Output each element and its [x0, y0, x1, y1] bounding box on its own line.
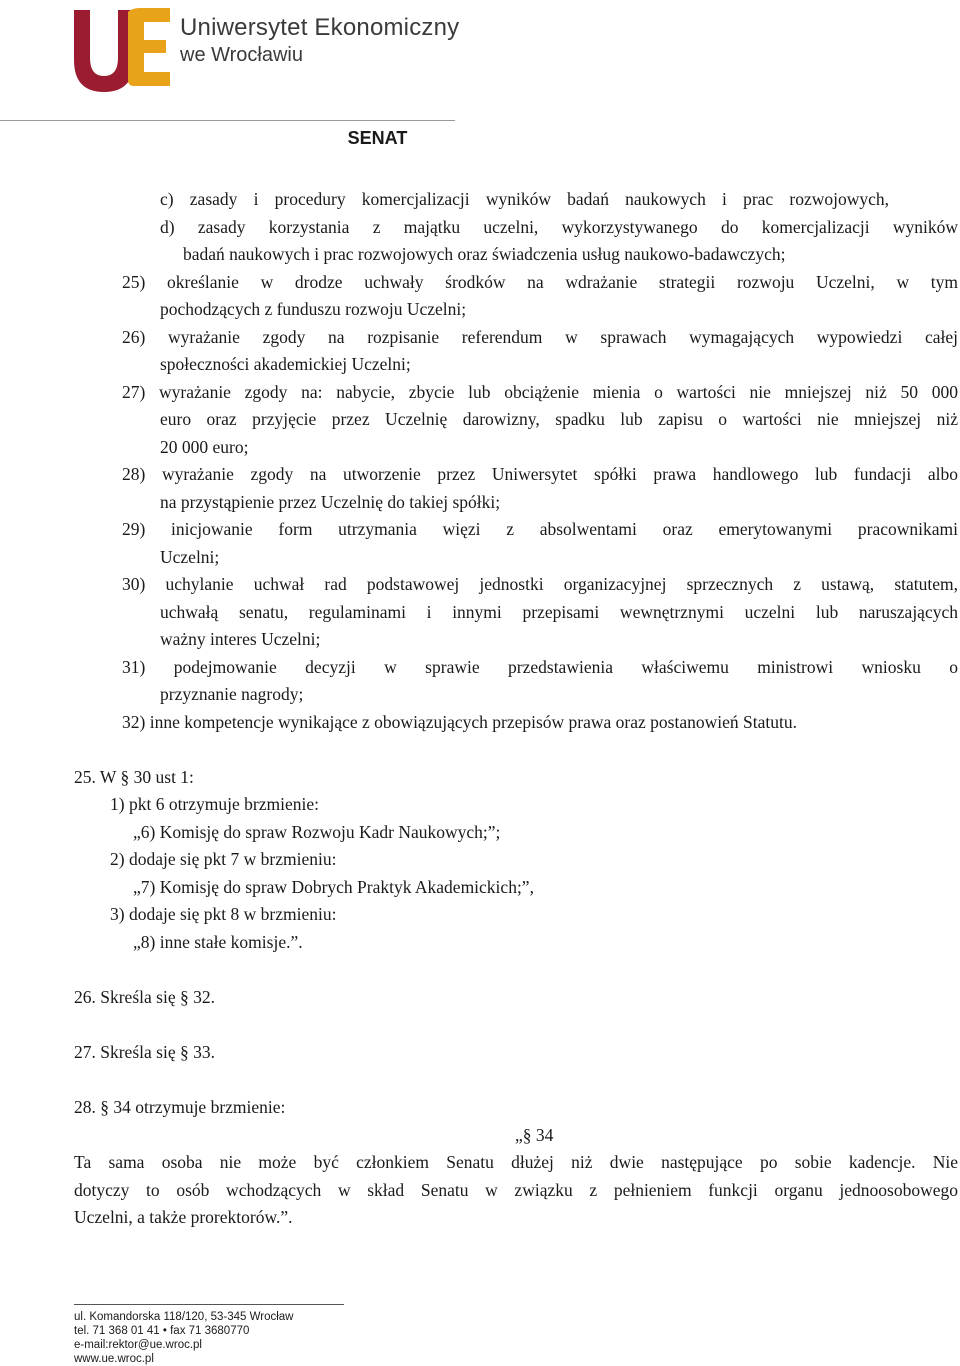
text-line: pochodzących z funduszu rozwoju Uczelni; [160, 299, 467, 319]
text-line: ważny interes Uczelni; [160, 629, 321, 649]
text-line: Ta sama osoba nie może być członkiem Senatu dłużej niż dwie następujące po sobie kadencje. Nie [74, 1152, 958, 1172]
footer-email: e-mail:rektor@ue.wroc.pl [74, 1339, 202, 1351]
text-line: badań naukowych i prac rozwojowych oraz świadczenia usług naukowo-badawczych; [183, 244, 786, 264]
footer-web: www.ue.wroc.pl [74, 1353, 154, 1365]
footer-phone: tel. 71 368 01 41 • fax 71 3680770 [74, 1325, 250, 1337]
footer-divider [74, 1304, 344, 1305]
footer-address: ul. Komandorska 118/120, 53-345 Wrocław [74, 1311, 294, 1323]
list-item-32: 32) inne kompetencje wynikające z obowiązujących przepisów prawa oraz postanowień Statutu. [122, 712, 797, 732]
text-line: c) zasady i procedury komercjalizacji wyników badań naukowych i prac rozwojowych, [160, 189, 889, 209]
text-line: społeczności akademickiej Uczelni; [160, 354, 411, 374]
list-item-31: 31) podejmowanie decyzji w sprawie przedstawienia właściwemu ministrowi wniosku o [122, 657, 958, 677]
sub-item: 1) pkt 6 otrzymuje brzmienie: [110, 794, 319, 814]
text-line: dotyczy to osób wchodzących w skład Senatu w związku z pełnieniem funkcji organu jednoosobowego [74, 1180, 958, 1200]
quoted-text: „7) Komisję do spraw Dobrych Praktyk Akademickich;”, [133, 877, 534, 897]
sub-item: 3) dodaje się pkt 8 w brzmieniu: [110, 904, 337, 924]
list-item-27: 27) wyrażanie zgody na: nabycie, zbycie lub obciążenie mienia o wartości nie mniejszej niż 50 000 [122, 382, 958, 402]
list-item-28: 28) wyrażanie zgody na utworzenie przez Uniwersytet spółki prawa handlowego lub fundacji albo [122, 464, 958, 484]
page-footer [74, 1310, 293, 1366]
amendment-25: 25. W § 30 ust 1: [74, 767, 194, 787]
text-line: uchwałą senatu, regulaminami i innymi przepisami wewnętrznymi uczelni lub naruszających [160, 602, 958, 622]
text-line: d) zasady korzystania z majątku uczelni, wykorzystywanego do komercjalizacji wyników [160, 217, 958, 237]
sub-item: 2) dodaje się pkt 7 w brzmieniu: [110, 849, 337, 869]
university-logo [70, 2, 175, 94]
quoted-text: „6) Komisję do spraw Rozwoju Kadr Naukowych;”; [133, 822, 501, 842]
section-title: SENAT [347, 128, 408, 148]
page-header [70, 2, 530, 102]
university-city: we Wrocławiu [180, 44, 303, 66]
text-line: Uczelni; [160, 547, 220, 567]
amendment-26: 26. Skreśla się § 32. [74, 987, 215, 1007]
header-divider [0, 120, 455, 121]
text-line: euro oraz przyjęcie przez Uczelnię darowizny, spadku lub zapisu o wartości nie mniejszej niż [160, 409, 958, 429]
list-item-30: 30) uchylanie uchwał rad podstawowej jednostki organizacyjnej sprzecznych z ustawą, statutem, [122, 574, 958, 594]
quoted-text: „8) inne stałe komisje.”. [133, 932, 303, 952]
paragraph-heading: „§ 34 [515, 1125, 554, 1145]
university-name: Uniwersytet Ekonomiczny [180, 14, 460, 41]
list-item-25: 25) określanie w drodze uchwały środków na wdrażanie strategii rozwoju Uczelni, w tym [122, 272, 958, 292]
text-line: Uczelni, a także prorektorów.”. [74, 1207, 293, 1227]
amendment-27: 27. Skreśla się § 33. [74, 1042, 215, 1062]
list-item-29: 29) inicjowanie form utrzymania więzi z absolwentami oraz emerytowanymi pracownikami [122, 519, 958, 539]
text-line: 20 000 euro; [160, 437, 249, 457]
text-line: przyznanie nagrody; [160, 684, 304, 704]
amendment-28: 28. § 34 otrzymuje brzmienie: [74, 1097, 286, 1117]
text-line: na przystąpienie przez Uczelnię do takiej spółki; [160, 492, 501, 512]
list-item-26: 26) wyrażanie zgody na rozpisanie referendum w sprawach wymagających wypowiedzi całej [122, 327, 958, 347]
